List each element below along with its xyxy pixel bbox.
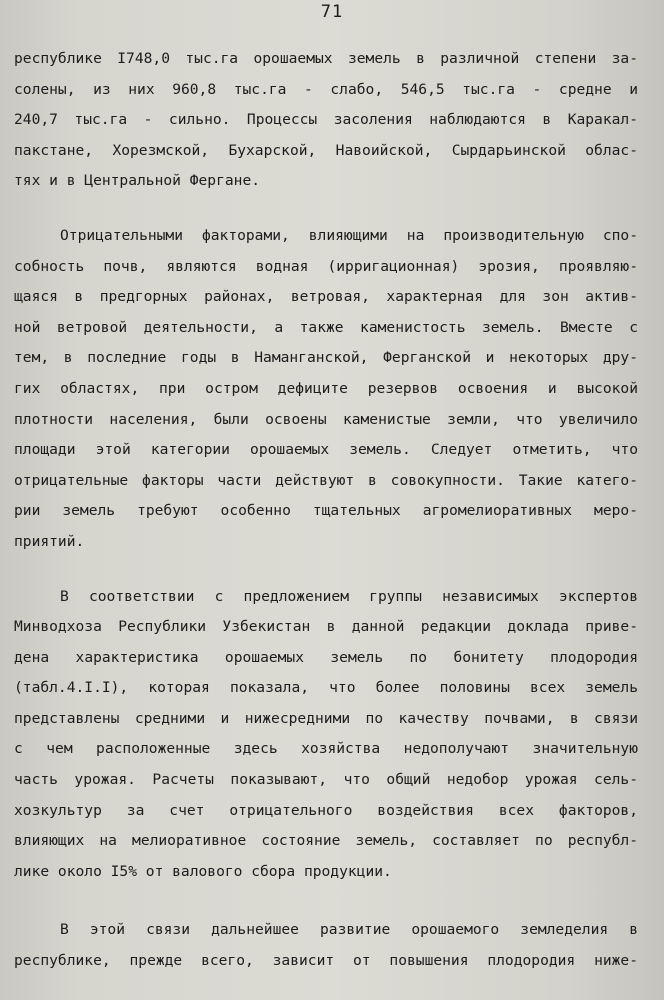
text-line: пакстане, Хорезмской, Бухарской, Навоийской, Сырдарьинской облас- — [14, 141, 638, 159]
text-line: хозкультур за счет отрицательного воздействия всех факторов, — [14, 801, 638, 819]
body-text — [14, 44, 638, 977]
text-line: солены, из них 960,8 тыс.га - слабо, 546,5 тыс.га - средне и — [14, 80, 638, 98]
text-line: тем, в последние годы в Наманганской, Ферганской и некоторых дру- — [14, 349, 638, 367]
text-line: республике, прежде всего, зависит от повышения плодородия ниже- — [14, 952, 638, 970]
text-line: тях и в Центральной Фергане. — [14, 172, 261, 190]
text-line: отрицательные факторы части действуют в совокупности. Такие катего- — [14, 471, 638, 489]
text-line: влияющих на мелиоративное состояние земель, составляет по республ- — [14, 832, 638, 850]
text-line: представлены средними и нижесредними по качеству почвами, в связи — [14, 709, 638, 727]
text-line: Минводхоза Республики Узбекистан в данной редакции доклада приве- — [14, 618, 638, 636]
paragraph — [14, 44, 638, 197]
text-line: плотности населения, были освоены каменистые земли, что увеличило — [14, 410, 638, 428]
text-line: дена характеристика орошаемых земель по бонитету плодородия — [14, 648, 638, 666]
paragraph-gap — [14, 558, 638, 582]
text-line: В этой связи дальнейшее развитие орошаемого земледелия в — [60, 921, 638, 939]
text-line: (табл.4.I.I), которая показала, что более половины всех земель — [14, 679, 638, 697]
page-number: 71 — [320, 2, 344, 22]
paragraph — [14, 582, 638, 888]
text-line: В соответствии с предложением группы независимых экспертов — [60, 587, 638, 605]
text-line: Отрицательными факторами, влияющими на производительную спо- — [60, 226, 638, 244]
paragraph-gap — [14, 197, 638, 221]
text-line: республике I748,0 тыс.га орошаемых земель в различной степени за- — [14, 50, 638, 67]
text-line: ной ветровой деятельности, а также каменистость земель. Вместе с — [14, 318, 638, 336]
paragraph-gap — [14, 887, 638, 915]
paragraph — [14, 221, 638, 558]
text-line: гих областях, при остром дефиците резервов освоения и высокой — [14, 379, 638, 397]
text-line: с чем расположенные здесь хозяйства недополучают значительную — [14, 740, 638, 758]
text-line: собность почв, являются водная (ирригационная) эрозия, проявляю- — [14, 257, 638, 275]
text-line: площади этой категории орошаемых земель. Следует отметить, что — [14, 441, 638, 459]
text-line: часть урожая. Расчеты показывают, что общий недобор урожая сель- — [14, 771, 638, 789]
text-line: щаяся в предгорных районах, ветровая, характерная для зон актив- — [14, 288, 638, 306]
text-line: 240,7 тыс.га - сильно. Процессы засоления наблюдаются в Каракал- — [14, 111, 638, 129]
text-line: приятий. — [14, 532, 85, 550]
text-line: рии земель требуют особенно тщательных агромелиоративных меро- — [14, 502, 638, 520]
paragraph — [14, 915, 638, 976]
text-line: лике около I5% от валового сбора продукции. — [14, 862, 392, 880]
